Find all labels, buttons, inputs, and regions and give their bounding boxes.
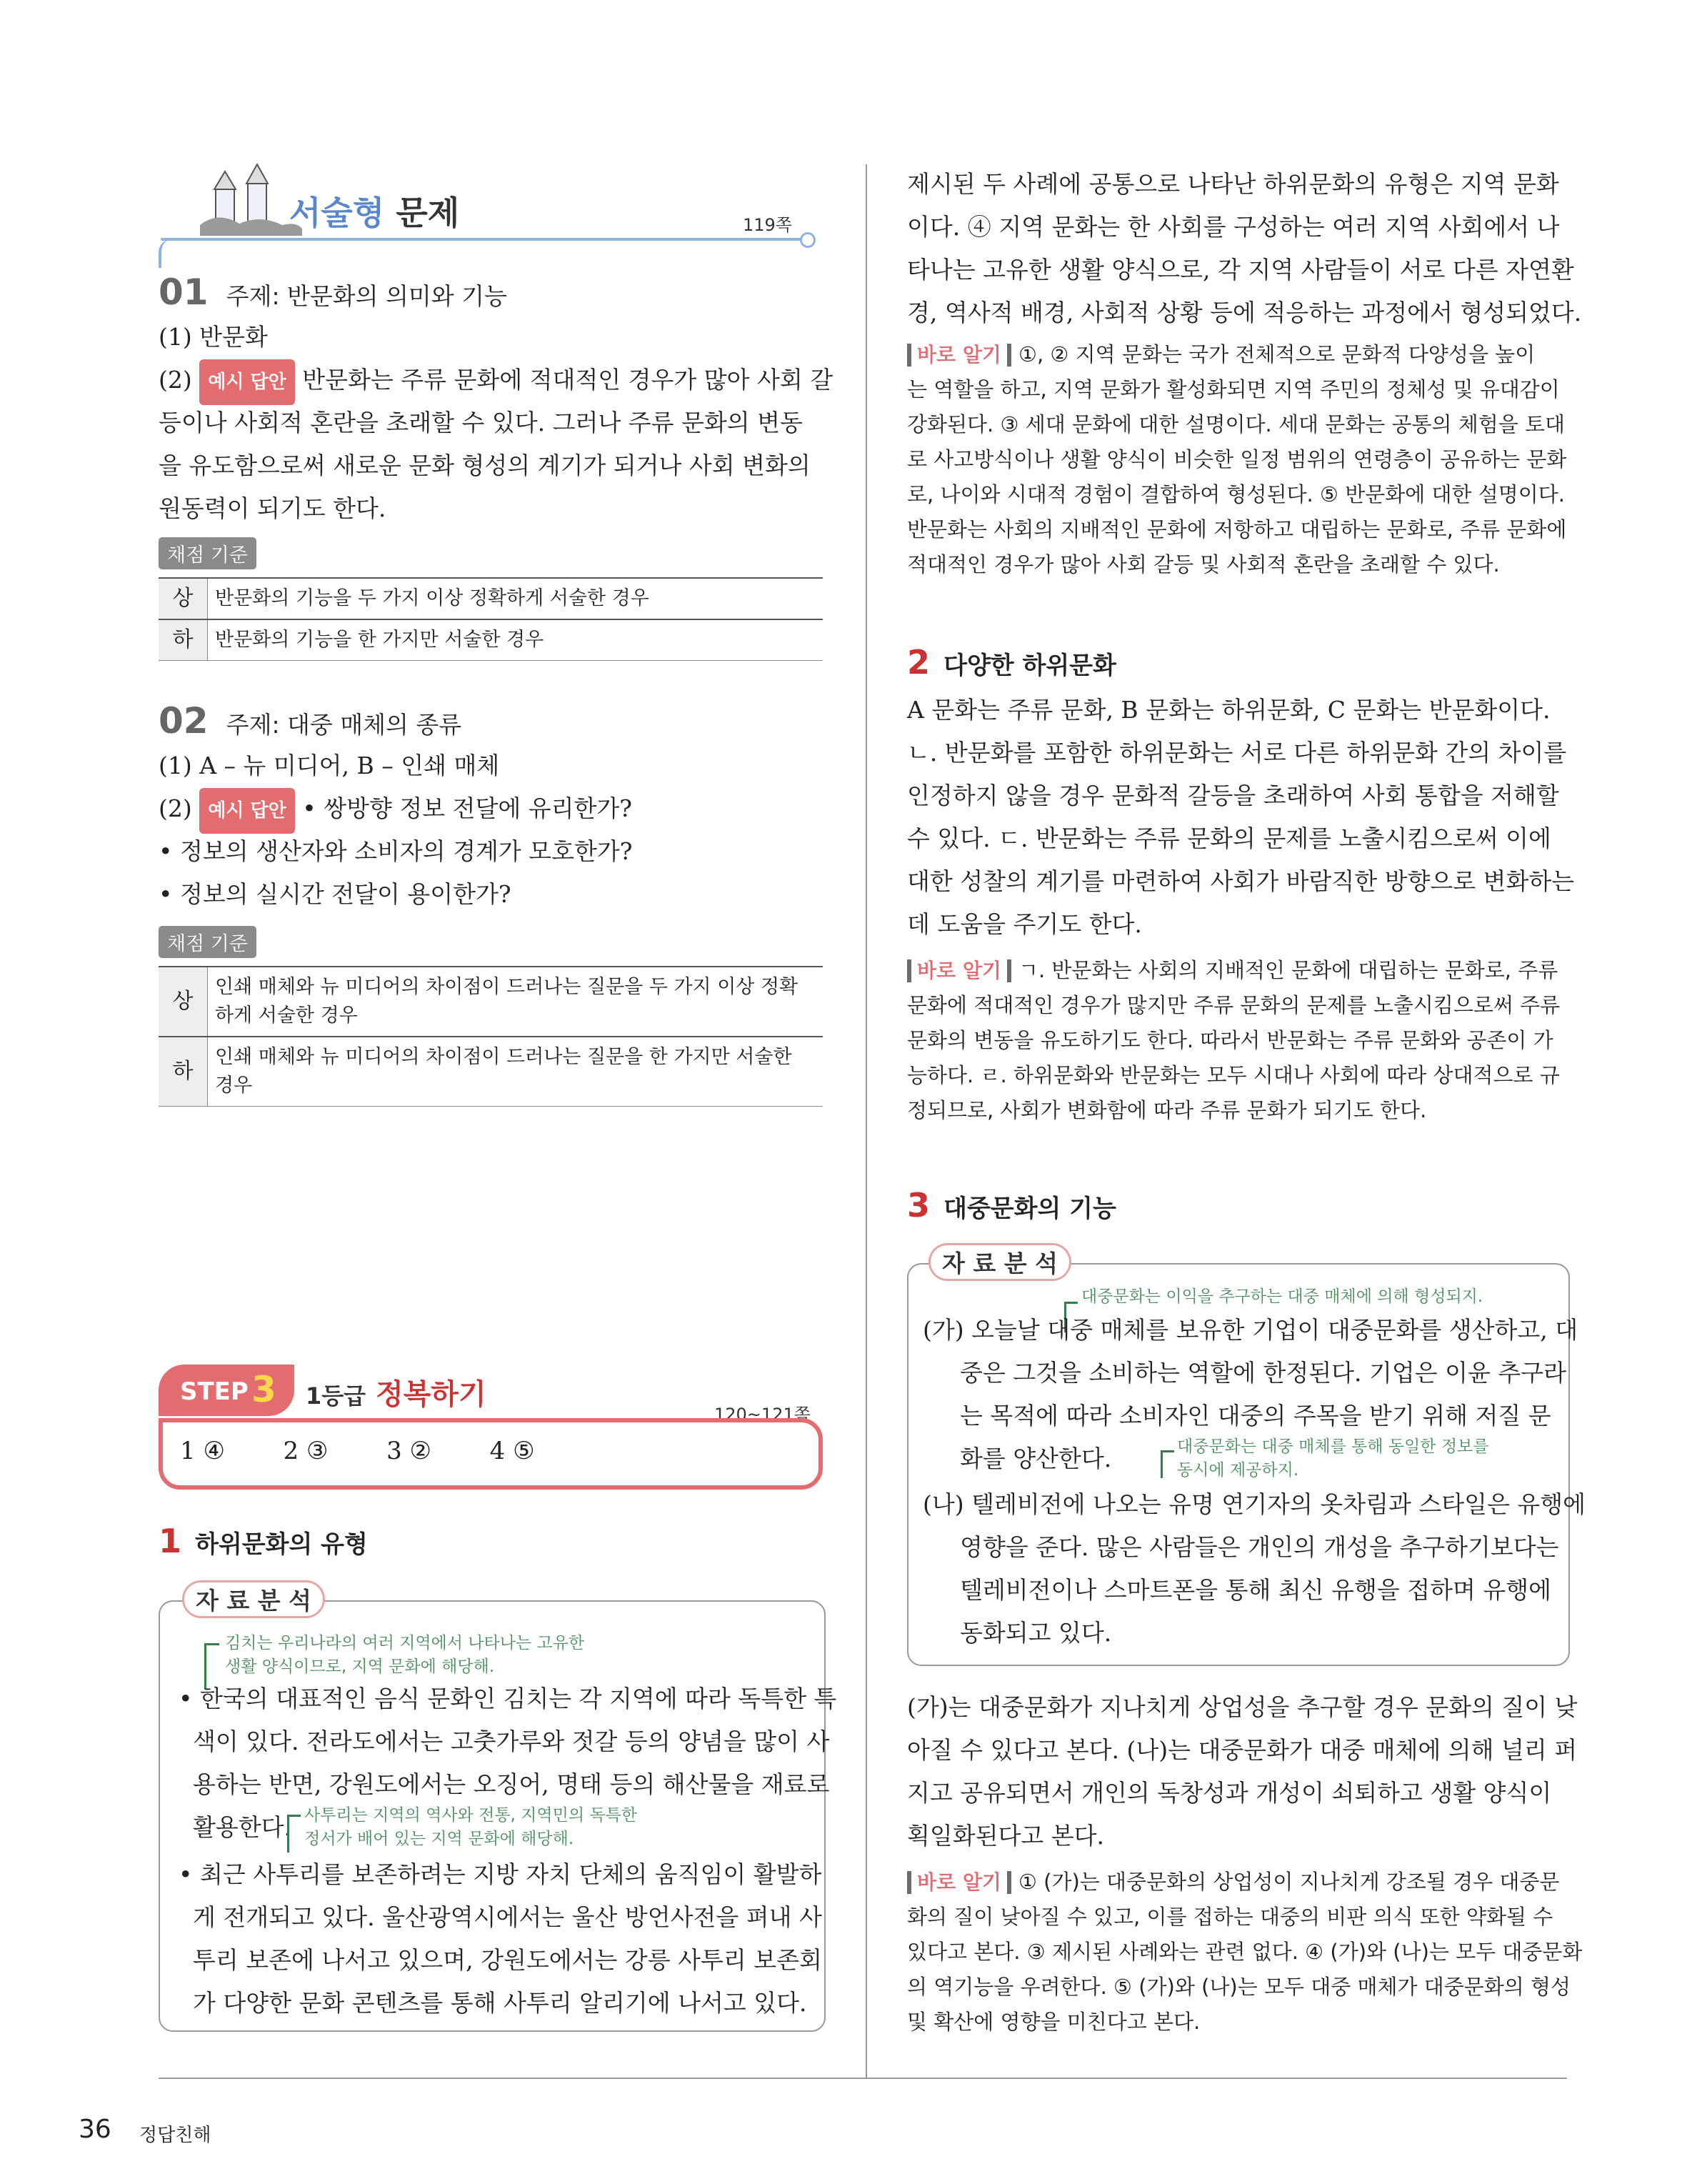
question-number: 02 bbox=[159, 700, 209, 742]
page-ref: 119쪽 bbox=[743, 215, 792, 235]
q1-answer-2-label: (2) bbox=[159, 366, 192, 394]
question-topic: 주제: 반문화의 의미와 기능 bbox=[226, 282, 507, 310]
correction-line-1 bbox=[907, 953, 1558, 988]
para-line: 획일화된다고 본다. bbox=[907, 1822, 1105, 1850]
answer-list bbox=[180, 1437, 535, 1465]
para-line: 텔레비전이나 스마트폰을 통해 최신 유행을 접하며 유행에 bbox=[960, 1576, 1552, 1604]
grade-cell: 상 bbox=[159, 967, 208, 1037]
grading-criteria-badge: 채점 기준 bbox=[159, 537, 256, 569]
annotation-note-line-1: 대중문화는 대중 매체를 통해 동일한 정보를 bbox=[1177, 1437, 1489, 1456]
annotation-note-line-1: 김치는 우리나라의 여러 지역에서 나타나는 고유한 bbox=[225, 1634, 585, 1652]
step-page-ref: 120~121쪽 bbox=[714, 1405, 811, 1425]
correction-line: 능하다. ㄹ. 하위문화와 반문화는 모두 시대나 사회에 따라 상대적으로 규 bbox=[907, 1063, 1560, 1087]
para-line: 색이 있다. 전라도에서는 고춧가루와 젓갈 등의 양념을 많이 사 bbox=[193, 1727, 830, 1755]
correction-line: 및 확산에 영향을 미친다고 본다. bbox=[907, 2010, 1201, 2034]
correction-line-1 bbox=[907, 1865, 1559, 1900]
data-analysis-tag-label: 자 료 분 석 bbox=[928, 1243, 1071, 1281]
criteria-cell: 인쇄 매체와 뉴 미디어의 차이점이 드러나는 질문을 두 가지 이상 정확하게 서술한 경우 bbox=[208, 967, 824, 1037]
q1-answer-text: 반문화는 주류 문화에 적대적인 경우가 많아 사회 갈 bbox=[302, 366, 834, 394]
question-topic: 주제: 대중 매체의 종류 bbox=[226, 711, 462, 739]
footer-label: 정답친해 bbox=[139, 2125, 211, 2146]
correction-line: 화의 질이 낮아질 수 있고, 이를 접하는 대중의 비판 의식 또한 약화될 수 bbox=[907, 1905, 1553, 1929]
example-answer-badge: 예시 답안 bbox=[199, 788, 295, 834]
table-row bbox=[159, 578, 823, 619]
example-answer-badge: 예시 답안 bbox=[199, 359, 295, 405]
para-line: 활용한다. bbox=[193, 1813, 292, 1841]
question-number: 01 bbox=[159, 271, 209, 313]
para-line: A 문화는 주류 문화, B 문화는 하위문화, C 문화는 반문화이다. bbox=[907, 696, 1551, 724]
answer-item: 3 ② bbox=[386, 1437, 432, 1465]
para-line: 지고 공유되면서 개인의 독창성과 개성이 쇠퇴하고 생활 양식이 bbox=[907, 1779, 1552, 1807]
footer-rule bbox=[159, 2078, 1567, 2079]
annotation-note: 대중문화는 이익을 추구하는 대중 매체에 의해 형성되지. bbox=[1081, 1287, 1483, 1306]
q2-answer-1: (1) A – 뉴 미디어, B – 인쇄 매체 bbox=[159, 752, 500, 779]
para-line: ㄴ. 반문화를 포함한 하위문화는 서로 다른 하위문화 간의 차이를 bbox=[907, 739, 1567, 767]
correction-line: 문화에 적대적인 경우가 많지만 주류 문화의 문제를 노출시킴으로써 주류 bbox=[907, 993, 1561, 1017]
step-number: 3 bbox=[251, 1369, 276, 1410]
para-line: (나) 텔레비전에 나오는 유명 연기자의 옷차림과 스타일은 유행에 bbox=[923, 1490, 1586, 1518]
section-3-heading bbox=[907, 1186, 1116, 1225]
table-row bbox=[159, 1037, 823, 1107]
criteria-cell: 반문화의 기능을 한 가지만 서술한 경우 bbox=[208, 619, 824, 661]
header-rule-end-dot bbox=[800, 232, 816, 248]
para-line: 는 목적에 따라 소비자인 대중의 주목을 받기 위해 저질 문 bbox=[960, 1402, 1551, 1430]
correction-line: 문화의 변동을 유도하기도 한다. 따라서 반문화는 주류 문화와 공존이 가 bbox=[907, 1028, 1553, 1052]
para-line: 아질 수 있다고 본다. (나)는 대중문화가 대중 매체에 의해 널리 퍼 bbox=[907, 1736, 1578, 1764]
correction-label: 바로 알기 bbox=[907, 344, 1011, 367]
title-part-a: 서술형 bbox=[289, 194, 385, 232]
correction-line: 강화된다. ③ 세대 문화에 대한 설명이다. 세대 문화는 공통의 체험을 토대 bbox=[907, 412, 1566, 437]
para-line: 이다. ④ 지역 문화는 한 사회를 구성하는 여러 지역 사회에서 나 bbox=[907, 213, 1560, 241]
annotation-note-line-2: 정서가 배어 있는 지역 문화에 해당해. bbox=[304, 1830, 574, 1848]
para-line: (가) 오늘날 대중 매체를 보유한 기업이 대중문화를 생산하고, 대 bbox=[923, 1316, 1578, 1344]
step-title-a: 1등급 bbox=[306, 1382, 366, 1410]
page-number: 36 bbox=[79, 2115, 111, 2144]
correction-line: 있다고 본다. ③ 제시된 사례와는 관련 없다. ④ (가)와 (나)는 모두 대중문화 bbox=[907, 1940, 1583, 1964]
q1-answer-2-line-1 bbox=[159, 359, 833, 405]
correction-line: 로, 나이와 시대적 경험이 결합하여 형성된다. ⑤ 반문화에 대한 설명이다. bbox=[907, 482, 1566, 507]
section-header-title bbox=[289, 187, 459, 234]
annotation-note-line-1: 사투리는 지역의 역사와 전통, 지역민의 독특한 bbox=[304, 1806, 638, 1825]
question-02-heading bbox=[159, 700, 461, 742]
q2-answer-2-label: (2) bbox=[159, 794, 192, 822]
grading-criteria-badge: 채점 기준 bbox=[159, 926, 256, 958]
criteria-cell: 인쇄 매체와 뉴 미디어의 차이점이 드러나는 질문을 한 가지만 서술한 경우 bbox=[208, 1037, 824, 1107]
correction-text: ①, ② 지역 문화는 국가 전체적으로 문화적 다양성을 높이 bbox=[1018, 342, 1536, 367]
para-line: 동화되고 있다. bbox=[960, 1619, 1112, 1647]
answer-item: 2 ③ bbox=[283, 1437, 329, 1465]
para-line: 영향을 준다. 많은 사람들은 개인의 개성을 추구하기보다는 bbox=[960, 1533, 1559, 1561]
step-title-b: 정복하기 bbox=[376, 1378, 486, 1411]
annotation-bracket bbox=[1161, 1450, 1174, 1478]
step-badge bbox=[159, 1365, 294, 1416]
para-line: • 한국의 대표적인 음식 문화인 김치는 각 지역에 따라 독특한 특 bbox=[179, 1685, 837, 1712]
correction-line: 정되므로, 사회가 변화함에 따라 주류 문화가 되기도 한다. bbox=[907, 1098, 1427, 1122]
section-2-heading bbox=[907, 643, 1116, 682]
header-illustration-icon bbox=[196, 161, 304, 239]
correction-line: 반문화는 사회의 지배적인 문화에 저항하고 대립하는 문화로, 주류 문화에 bbox=[907, 517, 1567, 542]
para-line: 가 다양한 문화 콘텐츠를 통해 사투리 알리기에 나서고 있다. bbox=[193, 1989, 807, 2017]
para-line: 제시된 두 사례에 공통으로 나타난 하위문화의 유형은 지역 문화 bbox=[907, 170, 1559, 198]
para-line: 대한 성찰의 계기를 마련하여 사회가 바람직한 방향으로 변화하는 bbox=[907, 867, 1575, 895]
section-title: 대중문화의 기능 bbox=[943, 1195, 1116, 1223]
data-analysis-tag-label: 자 료 분 석 bbox=[182, 1580, 325, 1618]
para-line: (가)는 대중문화가 지나치게 상업성을 추구할 경우 문화의 질이 낮 bbox=[907, 1693, 1578, 1721]
para-line: 화를 양산한다. bbox=[960, 1445, 1112, 1472]
table-row bbox=[159, 619, 823, 661]
para-line: 경, 역사적 배경, 사회적 상황 등에 적응하는 과정에서 형성되었다. bbox=[907, 299, 1582, 326]
para-line: 데 도움을 주기도 한다. bbox=[907, 910, 1142, 938]
correction-text: ① (가)는 대중문화의 상업성이 지나치게 강조될 경우 대중문 bbox=[1018, 1870, 1560, 1894]
grade-cell: 상 bbox=[159, 578, 208, 619]
para-line: 게 전개되고 있다. 울산광역시에서는 울산 방언사전을 펴내 사 bbox=[193, 1903, 822, 1931]
correction-text: ㄱ. 반문화는 사회의 지배적인 문화에 대립하는 문화로, 주류 bbox=[1018, 958, 1558, 982]
header-rule-curve bbox=[159, 239, 174, 268]
criteria-cell: 반문화의 기능을 두 가지 이상 정확하게 서술한 경우 bbox=[208, 578, 824, 619]
para-line: 타나는 고유한 생활 양식으로, 각 지역 사람들이 서로 다른 자연환 bbox=[907, 256, 1574, 284]
answer-item: 4 ⑤ bbox=[489, 1437, 535, 1465]
q1-answer-line-4: 원동력이 되기도 한다. bbox=[159, 494, 386, 522]
grade-cell: 하 bbox=[159, 1037, 208, 1107]
header-rule bbox=[161, 238, 804, 241]
section-title: 다양한 하위문화 bbox=[943, 652, 1116, 680]
step-title bbox=[306, 1372, 486, 1412]
para-line: 인정하지 않을 경우 문화적 갈등을 초래하여 사회 통합을 저해할 bbox=[907, 782, 1559, 809]
correction-line: 로 사고방식이나 생활 양식이 비슷한 일정 범위의 연령층이 공유하는 문화 bbox=[907, 447, 1567, 472]
q1-criteria-table bbox=[159, 577, 823, 661]
section-number: 2 bbox=[907, 643, 931, 682]
q2-criteria-table bbox=[159, 966, 823, 1107]
para-line: 중은 그것을 소비하는 역할에 한정된다. 기업은 이윤 추구라 bbox=[960, 1359, 1566, 1387]
grading-criteria-label bbox=[159, 537, 256, 569]
correction-line: 는 역할을 하고, 지역 문화가 활성화되면 지역 주민의 정체성 및 유대감이 bbox=[907, 377, 1560, 402]
q1-answer-line-2: 등이나 사회적 혼란을 초래할 수 있다. 그러나 주류 문화의 변동 bbox=[159, 409, 803, 437]
section-1-heading bbox=[159, 1522, 368, 1560]
para-line: 용하는 반면, 강원도에서는 오징어, 명태 등의 해산물을 재료로 bbox=[193, 1770, 830, 1798]
correction-line: 의 역기능을 우려한다. ⑤ (가)와 (나)는 모두 대중 매체가 대중문화의 형성 bbox=[907, 1975, 1571, 1999]
question-01-heading bbox=[159, 271, 507, 313]
section-number: 1 bbox=[159, 1522, 182, 1560]
data-analysis-tag bbox=[928, 1243, 1071, 1281]
step-label: STEP bbox=[180, 1377, 249, 1406]
correction-line-1 bbox=[907, 337, 1535, 372]
q2-answer-text: • 쌍방향 정보 전달에 유리한가? bbox=[302, 794, 632, 822]
para-line: 수 있다. ㄷ. 반문화는 주류 문화의 문제를 노출시킴으로써 이에 bbox=[907, 824, 1551, 852]
annotation-note-line-2: 생활 양식이므로, 지역 문화에 해당해. bbox=[225, 1657, 495, 1676]
para-line: • 최근 사투리를 보존하려는 지방 자치 단체의 움직임이 활발하 bbox=[179, 1860, 822, 1888]
grade-cell: 하 bbox=[159, 619, 208, 661]
section-title: 하위문화의 유형 bbox=[195, 1530, 368, 1559]
answer-strip bbox=[159, 1418, 823, 1490]
answer-item: 1 ④ bbox=[180, 1437, 225, 1465]
title-part-b: 문제 bbox=[396, 194, 460, 232]
annotation-note-line-2: 동시에 제공하지. bbox=[1177, 1461, 1299, 1480]
data-analysis-tag bbox=[182, 1580, 325, 1618]
q2-answer-2-line-1 bbox=[159, 787, 632, 834]
grading-criteria-label bbox=[159, 926, 256, 958]
section-number: 3 bbox=[907, 1186, 931, 1225]
correction-label: 바로 알기 bbox=[907, 1871, 1011, 1894]
para-line: 투리 보존에 나서고 있으며, 강원도에서는 강릉 사투리 보존회 bbox=[193, 1946, 822, 1974]
annotation-bracket bbox=[287, 1815, 301, 1853]
table-row bbox=[159, 967, 823, 1037]
column-divider bbox=[866, 164, 867, 2079]
q1-answer-1: (1) 반문화 bbox=[159, 323, 268, 351]
q2-answer-line-2: • 정보의 생산자와 소비자의 경계가 모호한가? bbox=[159, 837, 633, 865]
q1-answer-line-3: 을 유도함으로써 새로운 문화 형성의 계기가 되거나 사회 변화의 bbox=[159, 452, 811, 479]
correction-label: 바로 알기 bbox=[907, 959, 1011, 982]
correction-line: 적대적인 경우가 많아 사회 갈등 및 사회적 혼란을 초래할 수 있다. bbox=[907, 552, 1500, 577]
q2-answer-line-3: • 정보의 실시간 전달이 용이한가? bbox=[159, 880, 511, 908]
